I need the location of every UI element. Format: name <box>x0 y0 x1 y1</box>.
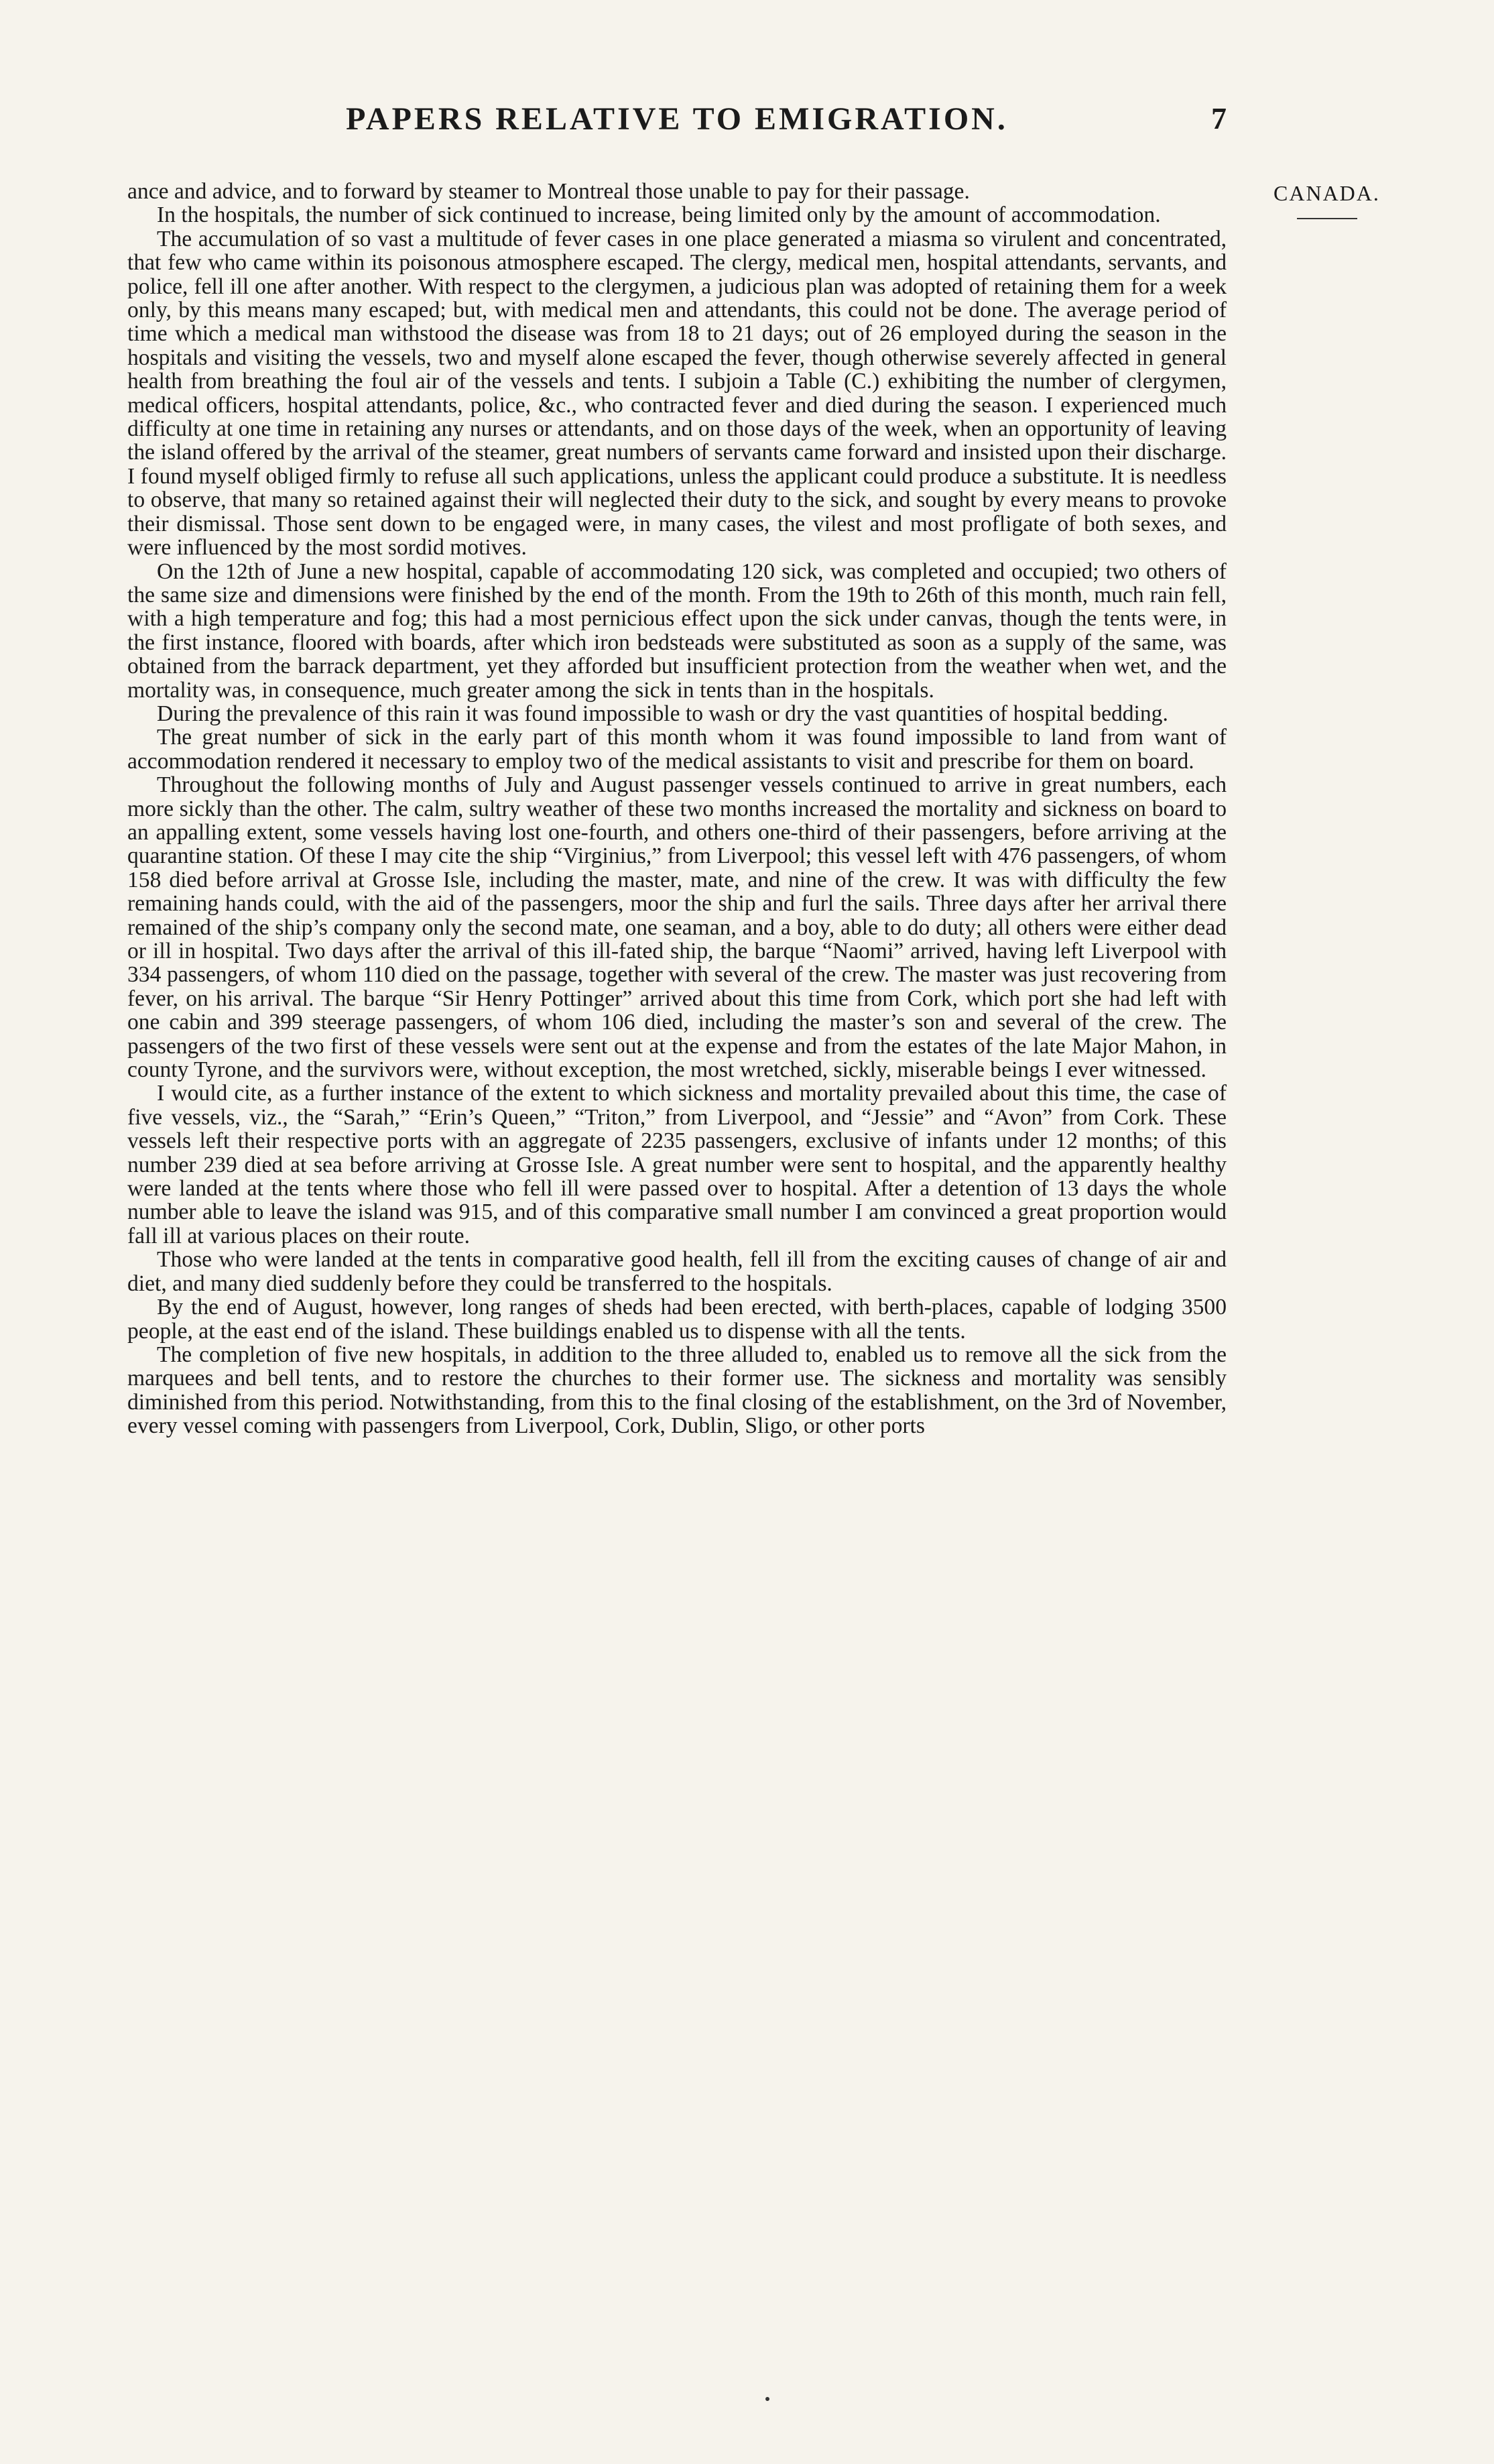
paragraph: By the end of August, however, long ranges of sheds had been erected, with berth-places, capable of lodging 3500 people, at the east end of the island. These buildings enabled us to dispense with all the tents. <box>127 1295 1227 1344</box>
page-header <box>127 101 1227 148</box>
margin-note: CANADA. <box>1273 181 1380 205</box>
page-title: PAPERS RELATIVE TO EMIGRATION. <box>346 101 1008 137</box>
paragraph: ance and advice, and to forward by steamer to Montreal those unable to pay for their passage. <box>127 179 970 204</box>
paragraph: In the hospitals, the number of sick continued to increase, being limited only by the amount of accommodation. <box>157 202 1161 228</box>
paragraph: The accumulation of so vast a multitude of fever cases in one place generated a miasma so virulent and concentrated, that few who came within its poisonous atmosphere escaped. The clergy, medical men, hospital attendants, servants, and police, fell ill one after another. With respect to the clergymen, a judicious plan was adopted of retaining them for a week only, by this means many escaped; but, with medical men and attendants, this could not be done. The average period of time which a medical man withstood the disease was from 18 to 21 days; out of 26 employed during the season in the hospitals and visiting the vessels, two and myself alone escaped the fever, though otherwise severely affected in general health from breathing the foul air of the vessels and tents. I subjoin a Table (C.) exhibiting the number of clergymen, medical officers, hospital attendants, police, &c., who contracted fever and died during the season. I experienced much difficulty at one time in retaining any nurses or attendants, and on those days of the week, when an opportunity of leaving the island offered by the arrival of the steamer, great numbers of servants came forward and insisted upon their discharge. I found myself obliged firmly to refuse all such applications, unless the applicant could produce a substitute. It is needless to observe, that many so retained against their will neglected their duty to the sick, and sought by every means to provoke their dismissal. Those sent down to be engaged were, in many cases, the vilest and most profligate of both sexes, and were influenced by the most sordid motives. <box>127 226 1227 561</box>
page-number: 7 <box>1211 101 1227 135</box>
paragraph: I would cite, as a further instance of the extent to which sickness and mortality prevailed about this time, the case of five vessels, viz., the “Sarah,” “Erin’s Queen,” “Triton,” from Liverpool, and “Jessie” and “Avon” from Cork. These vessels left their respective ports with an aggregate of 2235 passengers, exclusive of infants under 12 months; of this number 239 died at sea before arriving at Grosse Isle. A great number were sent to hospital, and the apparently healthy were landed at the tents where those who fell ill were passed over to hospital. After a detention of 13 days the whole number able to leave the island was 915, and of this comparative small number I am convinced a great proportion would fall ill at various places on their route. <box>127 1081 1227 1248</box>
paragraph: On the 12th of June a new hospital, capable of accommodating 120 sick, was completed and occupied; two others of the same size and dimensions were finished by the end of the month. From the 19th to 26th of this month, much rain fell, with a high temperature and fog; this had a most pernicious effect upon the sick under canvas, though the tents were, in the first instance, floored with boards, after which iron bedsteads were substituted as soon as a supply of the same, was obtained from the barrack department, yet they afforded but insufficient protection from the weather when wet, and the mortality was, in consequence, much greater among the sick in tents than in the hospitals. <box>127 559 1227 703</box>
paragraph: Throughout the following months of July and August passenger vessels continued to arrive in great numbers, each more sickly than the other. The calm, sultry weather of these two months increased the mortality and sickness on board to an appalling extent, some vessels having lost one-fourth, and others one-third of their passengers, before arriving at the quarantine station. Of these I may cite the ship “Virginius,” from Liverpool; this vessel left with 476 passengers, of whom 158 died before arrival at Grosse Isle, including the master, mate, and nine of the crew. It was with difficulty the few remaining hands could, with the aid of the passengers, moor the ship and furl the sails. Three days after her arrival there remained of the ship’s company only the second mate, one seaman, and a boy, able to do duty; all others were either dead or ill in hospital. Two days after the arrival of this ill-fated ship, the barque “Naomi” arrived, having left Liverpool with 334 passengers, of whom 110 died on the passage, together with several of the crew. The master was just recovering from fever, on his arrival. The barque “Sir Henry Pottinger” arrived about this time from Cork, which port she had left with one cabin and 399 steerage passengers, of whom 106 died, including the master’s son and several of the crew. The passengers of the two first of these vessels were sent out at the expense and from the estates of the late Major Mahon, in county Tyrone, and the survivors were, without exception, the most wretched, sickly, miserable beings I ever witnessed. <box>127 772 1227 1083</box>
paragraph: Those who were landed at the tents in comparative good health, fell ill from the exciting causes of change of air and diet, and many died suddenly before they could be transferred to the hospitals. <box>127 1247 1227 1296</box>
paragraph: During the prevalence of this rain it was found impossible to wash or dry the vast quantities of hospital bedding. <box>157 701 1168 726</box>
paragraph: The great number of sick in the early part of this month whom it was found impossible to land from want of accommodation rendered it necessary to employ two of the medical assistants to visit and prescribe for them on board. <box>127 725 1227 774</box>
ink-speck <box>765 2397 769 2401</box>
paragraph: The completion of five new hospitals, in addition to the three alluded to, enabled us to remove all the sick from the marquees and bell tents, and to restore the churches to their former use. The sickness and mortality was sensibly diminished from this period. Notwithstanding, from this to the final closing of the establishment, on the 3rd of November, every vessel coming with passengers from Liverpool, Cork, Dublin, Sligo, or other ports <box>127 1342 1227 1439</box>
margin-note-flourish <box>1297 218 1357 219</box>
body-text <box>127 180 1227 1438</box>
